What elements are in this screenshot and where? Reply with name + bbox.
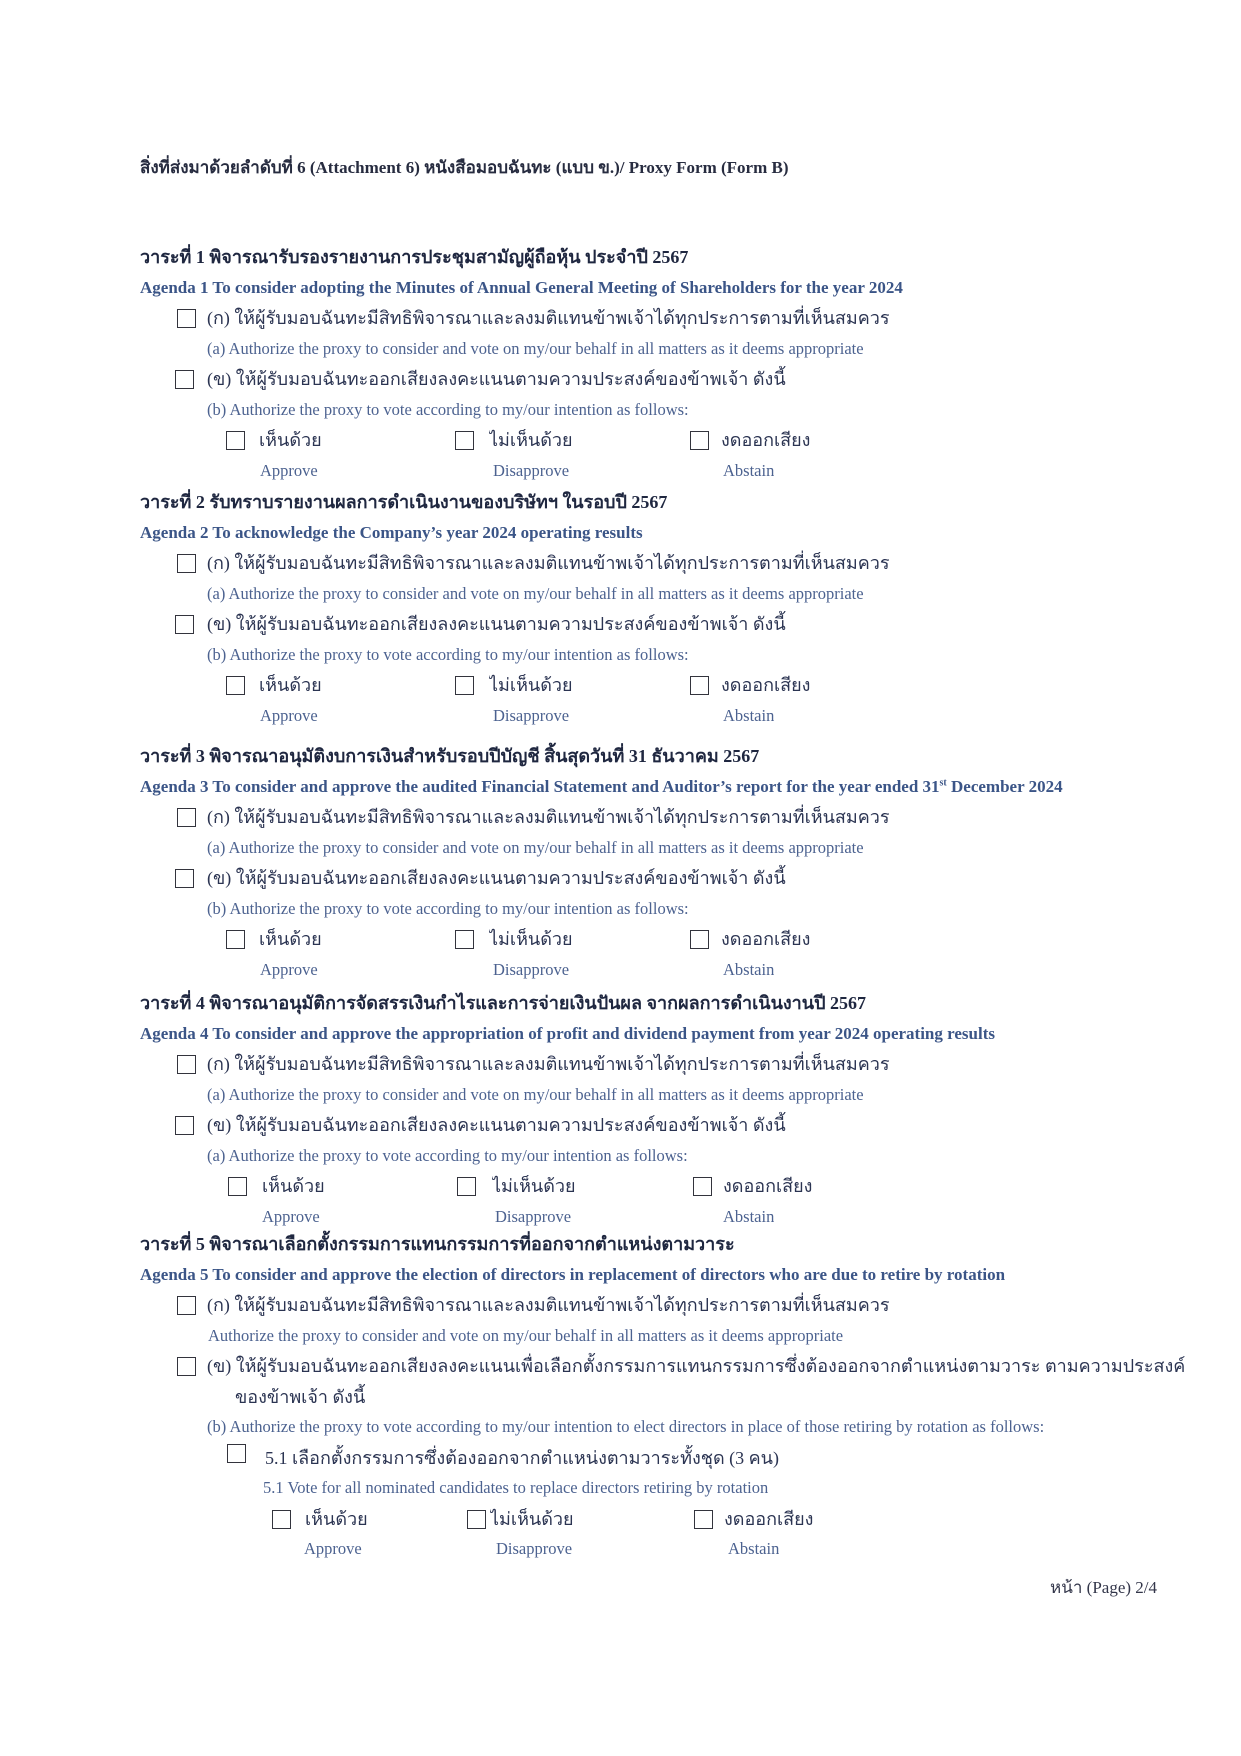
option-a-label-th: (ก) ให้ผู้รับมอบฉันทะมีสิทธิพิจารณาและลงมติแทนข้าพเจ้าได้ทุกประการตามที่เห็นสมควร bbox=[207, 553, 890, 573]
option-a-en-row bbox=[0, 1321, 1241, 1352]
disapprove-label-th: ไม่เห็นด้วย bbox=[489, 929, 573, 949]
agenda-title-en-row bbox=[0, 273, 1241, 304]
agenda-title-en-main: Agenda 3 To consider and approve the audited Financial Statement and Auditor’s report for the year ended 31 bbox=[140, 776, 940, 796]
agenda-2-section bbox=[0, 487, 1241, 731]
approve-label-en: Approve bbox=[304, 1539, 362, 1558]
agenda-title-en: Agenda 4 To consider and approve the appropriation of profit and dividend payment from year 2024 operating results bbox=[140, 1023, 995, 1043]
option-a-label-th: (ก) ให้ผู้รับมอบฉันทะมีสิทธิพิจารณาและลงมติแทนข้าพเจ้าได้ทุกประการตามที่เห็นสมควร bbox=[207, 308, 890, 328]
attachment-header: สิ่งที่ส่งมาด้วยลำดับที่ 6 (Attachment 6) หนังสือมอบฉันทะ (แบบ ข.)/ Proxy Form (Form B) bbox=[140, 158, 789, 177]
option-b-checkbox[interactable] bbox=[177, 1357, 196, 1376]
agenda-title-th: วาระที่ 4 พิจารณาอนุมัติการจัดสรรเงินกำไรและการจ่ายเงินปันผล จากผลการดำเนินงานปี 2567 bbox=[140, 993, 867, 1013]
agenda-title-en-row bbox=[0, 1019, 1241, 1050]
approve-label-th: เห็นด้วย bbox=[259, 675, 322, 695]
option-a-row bbox=[0, 802, 1241, 833]
agenda-title-en: Agenda 5 To consider and approve the election of directors in replacement of directors who are due to retire by rotation bbox=[140, 1264, 1006, 1284]
abstain-label-en: Abstain bbox=[723, 460, 775, 480]
vote-choices-row bbox=[0, 425, 1241, 456]
agenda-title-th: วาระที่ 3 พิจารณาอนุมัติงบการเงินสำหรับรอบปีบัญชี สิ้นสุดวันที่ 31 ธันวาคม 2567 bbox=[140, 746, 760, 766]
abstain-checkbox[interactable] bbox=[690, 431, 709, 450]
option-a-checkbox[interactable] bbox=[177, 808, 196, 827]
option-b-label-th: (ข) ให้ผู้รับมอบฉันทะออกเสียงลงคะแนนตามความประสงค์ของข้าพเจ้า ดังนี้ bbox=[207, 614, 786, 634]
option-b-en-row bbox=[0, 1412, 1241, 1443]
option-b-checkbox[interactable] bbox=[175, 869, 194, 888]
abstain-label-en: Abstain bbox=[728, 1539, 780, 1558]
disapprove-label-en: Disapprove bbox=[496, 1539, 573, 1558]
option-b-en-row bbox=[0, 894, 1241, 925]
disapprove-label-en: Disapprove bbox=[493, 460, 570, 480]
option-a-en-row bbox=[0, 1080, 1241, 1111]
agenda-title-th-row bbox=[0, 741, 1241, 772]
option-a-label-en: Authorize the proxy to consider and vote on my/our behalf in all matters as it deems appropriate bbox=[208, 1325, 844, 1345]
agenda-title-en-row bbox=[0, 772, 1241, 803]
approve-label-en: Approve bbox=[260, 959, 318, 979]
vote-labels-row bbox=[0, 955, 1241, 986]
sub-item-5-1-label-th: 5.1 เลือกตั้งกรรมการซึ่งต้องออกจากตำแหน่งตามวาระทั้งชุด (3 คน) bbox=[265, 1447, 779, 1468]
option-b-row bbox=[0, 1351, 1241, 1382]
option-b-en-row bbox=[0, 1141, 1241, 1172]
option-b-en-row bbox=[0, 640, 1241, 671]
approve-checkbox[interactable] bbox=[226, 930, 245, 949]
option-b-row bbox=[0, 364, 1241, 395]
option-b-continued-row bbox=[0, 1382, 1241, 1413]
sub-item-5-1-en-row bbox=[0, 1473, 1241, 1504]
vote-labels-row bbox=[0, 1202, 1241, 1233]
approve-label-en: Approve bbox=[262, 1206, 320, 1226]
option-b-label-th-continued: ของข้าพเจ้า ดังนี้ bbox=[235, 1386, 366, 1407]
option-b-checkbox[interactable] bbox=[175, 370, 194, 389]
option-b-label-en: (b) Authorize the proxy to vote according to my/our intention as follows: bbox=[207, 399, 689, 419]
approve-label-th: เห็นด้วย bbox=[259, 430, 322, 450]
vote-labels-row bbox=[0, 1534, 1241, 1565]
disapprove-label-th: ไม่เห็นด้วย bbox=[489, 430, 573, 450]
abstain-label-th: งดออกเสียง bbox=[724, 1508, 814, 1529]
approve-checkbox[interactable] bbox=[226, 431, 245, 450]
approve-checkbox[interactable] bbox=[272, 1510, 291, 1529]
disapprove-label-en: Disapprove bbox=[495, 1206, 572, 1226]
option-a-en-row bbox=[0, 579, 1241, 610]
disapprove-label-en: Disapprove bbox=[493, 705, 570, 725]
agenda-title-en bbox=[140, 772, 1063, 803]
abstain-label-th: งดออกเสียง bbox=[721, 929, 811, 949]
abstain-checkbox[interactable] bbox=[690, 930, 709, 949]
option-a-row bbox=[0, 1290, 1241, 1321]
option-a-row bbox=[0, 1049, 1241, 1080]
agenda-1-section bbox=[0, 242, 1241, 486]
option-a-label-th: (ก) ให้ผู้รับมอบฉันทะมีสิทธิพิจารณาและลงมติแทนข้าพเจ้าได้ทุกประการตามที่เห็นสมควร bbox=[207, 807, 890, 827]
option-a-label-th: (ก) ให้ผู้รับมอบฉันทะมีสิทธิพิจารณาและลงมติแทนข้าพเจ้าได้ทุกประการตามที่เห็นสมควร bbox=[207, 1054, 890, 1074]
option-b-row bbox=[0, 1110, 1241, 1141]
disapprove-checkbox[interactable] bbox=[455, 431, 474, 450]
option-b-label-en: (a) Authorize the proxy to vote according to my/our intention as follows: bbox=[207, 1145, 688, 1165]
option-b-label-th: (ข) ให้ผู้รับมอบฉันทะออกเสียงลงคะแนนเพื่อเลือกตั้งกรรมการแทนกรรมการซึ่งต้องออกจากตำแหน่งตามวาระ ตามความประสงค์ bbox=[207, 1356, 1186, 1376]
vote-choices-row bbox=[0, 1171, 1241, 1202]
option-a-label-en: (a) Authorize the proxy to consider and vote on my/our behalf in all matters as it deems appropriate bbox=[207, 1084, 864, 1104]
option-b-row bbox=[0, 863, 1241, 894]
approve-label-th: เห็นด้วย bbox=[259, 929, 322, 949]
option-b-label-th: (ข) ให้ผู้รับมอบฉันทะออกเสียงลงคะแนนตามความประสงค์ของข้าพเจ้า ดังนี้ bbox=[207, 369, 786, 389]
approve-checkbox[interactable] bbox=[226, 676, 245, 695]
option-a-checkbox[interactable] bbox=[177, 1055, 196, 1074]
vote-choices-row bbox=[0, 924, 1241, 955]
agenda-title-th: วาระที่ 1 พิจารณารับรองรายงานการประชุมสามัญผู้ถือหุ้น ประจำปี 2567 bbox=[140, 247, 689, 267]
option-a-label-th: (ก) ให้ผู้รับมอบฉันทะมีสิทธิพิจารณาและลงมติแทนข้าพเจ้าได้ทุกประการตามที่เห็นสมควร bbox=[207, 1295, 890, 1315]
agenda-title-th-row bbox=[0, 242, 1241, 273]
agenda-title-en-tail: December 2024 bbox=[946, 776, 1063, 796]
option-a-label-en: (a) Authorize the proxy to consider and vote on my/our behalf in all matters as it deems appropriate bbox=[207, 837, 864, 857]
approve-label-en: Approve bbox=[260, 460, 318, 480]
sub-item-5-1-row bbox=[0, 1443, 1241, 1474]
option-b-label-en: (b) Authorize the proxy to vote according to my/our intention as follows: bbox=[207, 898, 689, 918]
disapprove-label-th: ไม่เห็นด้วย bbox=[492, 1176, 576, 1196]
abstain-label-en: Abstain bbox=[723, 959, 775, 979]
disapprove-label-th: ไม่เห็นด้วย bbox=[489, 675, 573, 695]
option-a-checkbox[interactable] bbox=[177, 554, 196, 573]
agenda-title-th: วาระที่ 2 รับทราบรายงานผลการดำเนินงานของบริษัทฯ ในรอบปี 2567 bbox=[140, 492, 668, 512]
abstain-checkbox[interactable] bbox=[694, 1510, 713, 1529]
disapprove-checkbox[interactable] bbox=[467, 1510, 486, 1529]
option-b-label-en: (b) Authorize the proxy to vote according to my/our intention as follows: bbox=[207, 644, 689, 664]
option-b-row bbox=[0, 609, 1241, 640]
agenda-title-en-ordinal-suffix: st bbox=[939, 776, 947, 788]
disapprove-checkbox[interactable] bbox=[455, 676, 474, 695]
abstain-label-th: งดออกเสียง bbox=[721, 430, 811, 450]
agenda-title-th-row bbox=[0, 487, 1241, 518]
option-a-label-en: (a) Authorize the proxy to consider and vote on my/our behalf in all matters as it deems appropriate bbox=[207, 338, 864, 358]
agenda-title-th-row bbox=[0, 1229, 1241, 1260]
agenda-3-section bbox=[0, 741, 1241, 985]
option-a-en-row bbox=[0, 334, 1241, 365]
option-a-row bbox=[0, 303, 1241, 334]
abstain-label-th: งดออกเสียง bbox=[721, 675, 811, 695]
abstain-checkbox[interactable] bbox=[690, 676, 709, 695]
page-number: หน้า (Page) 2/4 bbox=[1050, 1578, 1157, 1597]
option-a-en-row bbox=[0, 833, 1241, 864]
option-b-label-th: (ข) ให้ผู้รับมอบฉันทะออกเสียงลงคะแนนตามความประสงค์ของข้าพเจ้า ดังนี้ bbox=[207, 1115, 786, 1135]
vote-choices-row bbox=[0, 1504, 1241, 1535]
approve-label-th: เห็นด้วย bbox=[305, 1508, 368, 1529]
abstain-checkbox[interactable] bbox=[693, 1177, 712, 1196]
vote-labels-row bbox=[0, 701, 1241, 732]
approve-checkbox[interactable] bbox=[228, 1177, 247, 1196]
approve-label-en: Approve bbox=[260, 705, 318, 725]
approve-label-th: เห็นด้วย bbox=[262, 1176, 325, 1196]
disapprove-checkbox[interactable] bbox=[457, 1177, 476, 1196]
agenda-title-en-row bbox=[0, 518, 1241, 549]
option-b-label-en: (b) Authorize the proxy to vote according to my/our intention to elect directors in place of those retiring by rotation as follows: bbox=[207, 1417, 1045, 1436]
vote-labels-row bbox=[0, 456, 1241, 487]
agenda-title-th: วาระที่ 5 พิจารณาเลือกตั้งกรรมการแทนกรรมการที่ออกจากตำแหน่งตามวาระ bbox=[140, 1234, 735, 1254]
vote-choices-row bbox=[0, 670, 1241, 701]
option-b-en-row bbox=[0, 395, 1241, 426]
agenda-title-en: Agenda 2 To acknowledge the Company’s year 2024 operating results bbox=[140, 522, 643, 542]
option-b-checkbox[interactable] bbox=[175, 1116, 194, 1135]
abstain-label-en: Abstain bbox=[723, 1206, 775, 1226]
agenda-4-section bbox=[0, 988, 1241, 1232]
disapprove-checkbox[interactable] bbox=[455, 930, 474, 949]
agenda-title-en: Agenda 1 To consider adopting the Minutes of Annual General Meeting of Shareholders for the year 2024 bbox=[140, 277, 903, 297]
disapprove-label-en: Disapprove bbox=[493, 959, 570, 979]
option-b-checkbox[interactable] bbox=[175, 615, 194, 634]
agenda-title-th-row bbox=[0, 988, 1241, 1019]
option-a-row bbox=[0, 548, 1241, 579]
disapprove-label-th: ไม่เห็นด้วย bbox=[490, 1508, 574, 1529]
option-a-checkbox[interactable] bbox=[177, 1296, 196, 1315]
option-a-checkbox[interactable] bbox=[177, 309, 196, 328]
abstain-label-th: งดออกเสียง bbox=[723, 1176, 813, 1196]
option-b-label-th: (ข) ให้ผู้รับมอบฉันทะออกเสียงลงคะแนนตามความประสงค์ของข้าพเจ้า ดังนี้ bbox=[207, 868, 786, 888]
abstain-label-en: Abstain bbox=[723, 705, 775, 725]
agenda-title-en-row bbox=[0, 1260, 1241, 1291]
agenda-5-section bbox=[0, 1229, 1241, 1565]
sub-item-5-1-label-en: 5.1 Vote for all nominated candidates to replace directors retiring by rotation bbox=[263, 1478, 769, 1497]
sub-item-5-1-checkbox[interactable] bbox=[227, 1444, 246, 1463]
option-a-label-en: (a) Authorize the proxy to consider and vote on my/our behalf in all matters as it deems appropriate bbox=[207, 583, 864, 603]
